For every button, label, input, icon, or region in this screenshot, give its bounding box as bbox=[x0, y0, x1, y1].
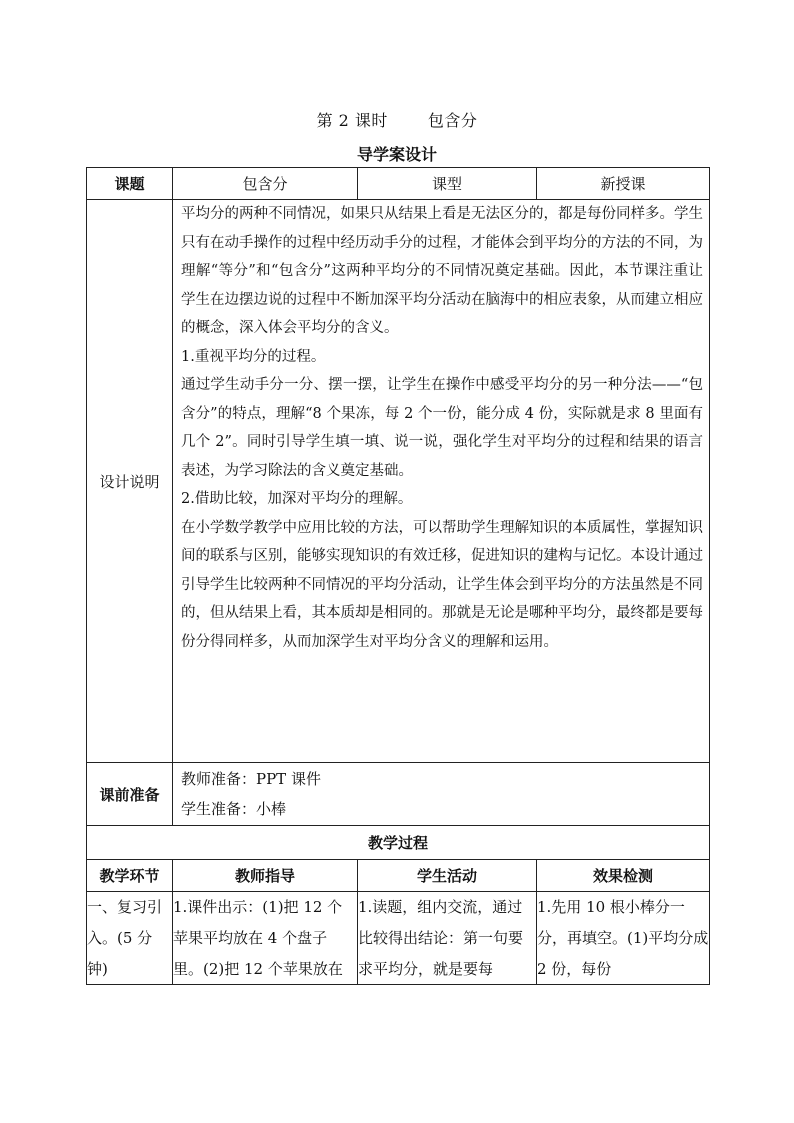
design-paragraph: 平均分的两种不同情况，如果只从结果上看是无法区分的，都是每份同样多。学生只有在动手操作的过程中经历动手分的过程，才能体会到平均分的方法的不同，为理解“等分”和“包含分”这两种平均分的不同情况奠定基础。因此，本节课注重让学生在边摆边说的过程中不断加深平均分活动在脑海中的相应表象，从而建立相应的概念，深入体会平均分的含义。 bbox=[181, 206, 703, 336]
teacher-prep: 教师准备：PPT 课件 bbox=[181, 770, 321, 788]
process-title: 教学过程 bbox=[87, 826, 710, 860]
prep-label: 课前准备 bbox=[87, 763, 173, 826]
student-cell bbox=[358, 892, 537, 985]
header-teacher: 教师指导 bbox=[173, 860, 358, 892]
header-check: 效果检测 bbox=[537, 860, 710, 892]
process-row bbox=[87, 892, 710, 985]
info-row bbox=[87, 168, 710, 200]
design-paragraph: 在小学数学教学中应用比较的方法，可以帮助学生理解知识的本质属性，掌握知识间的联系与区别，能够实现知识的有效迁移，促进知识的建构与记忆。本设计通过引导学生比较两种不同情况的平均分活动，让学生体会到平均分的方法虽然是不同的，但从结果上看，其本质却是相同的。那就是无论是哪种平均分，最终都是要每份分得同样多，从而加深学生对平均分含义的理解和运用。 bbox=[181, 519, 703, 650]
design-paragraph: 2.借助比较，加深对平均分的理解。 bbox=[181, 491, 413, 507]
design-paragraph: 1.重视平均分的过程。 bbox=[181, 348, 326, 365]
document-subtitle: 导学案设计 bbox=[356, 145, 437, 164]
teacher-cell bbox=[173, 892, 358, 985]
lesson-plan-table bbox=[86, 167, 710, 985]
process-header-row bbox=[87, 860, 710, 892]
design-content bbox=[173, 200, 710, 763]
lesson-number: 第 2 课时 bbox=[316, 111, 388, 130]
type-value: 新授课 bbox=[537, 168, 710, 200]
check-text: 1.先用 10 根小棒分一分，再填空。(1)平均分成 2 份，每份 bbox=[537, 898, 709, 978]
topic-label: 课题 bbox=[87, 168, 173, 200]
header-stage: 教学环节 bbox=[87, 860, 173, 892]
check-cell bbox=[537, 892, 710, 985]
stage-text: 一、复习引入。(5 分钟) bbox=[87, 898, 163, 978]
topic-value: 包含分 bbox=[173, 168, 358, 200]
process-title-row bbox=[87, 826, 710, 860]
lesson-title bbox=[0, 108, 794, 131]
header-student: 学生活动 bbox=[358, 860, 537, 892]
student-prep: 学生准备：小棒 bbox=[181, 800, 287, 818]
design-label: 设计说明 bbox=[87, 200, 173, 763]
design-row bbox=[87, 200, 710, 763]
student-text: 1.读题，组内交流，通过比较得出结论：第一句要求平均分，就是要每 bbox=[358, 898, 524, 978]
teacher-text: 1.课件出示：(1)把 12 个苹果平均放在 4 个盘子里。(2)把 12 个苹果放在 bbox=[173, 898, 343, 978]
lesson-topic: 包含分 bbox=[427, 111, 478, 130]
stage-cell bbox=[87, 892, 173, 985]
prep-row bbox=[87, 763, 710, 826]
prep-content bbox=[173, 763, 710, 826]
type-label: 课型 bbox=[358, 168, 537, 200]
design-paragraph: 通过学生动手分一分、摆一摆，让学生在操作中感受平均分的另一种分法——“包含分”的特点，理解“8 个果冻，每 2 个一份，能分成 4 份，实际就是求 8 里面有几个 2”。同时引导学生填一填、说一说，强化学生对平均分的过程和结果的语言表述，为学习除法的含义奠定基础。 bbox=[181, 377, 703, 479]
